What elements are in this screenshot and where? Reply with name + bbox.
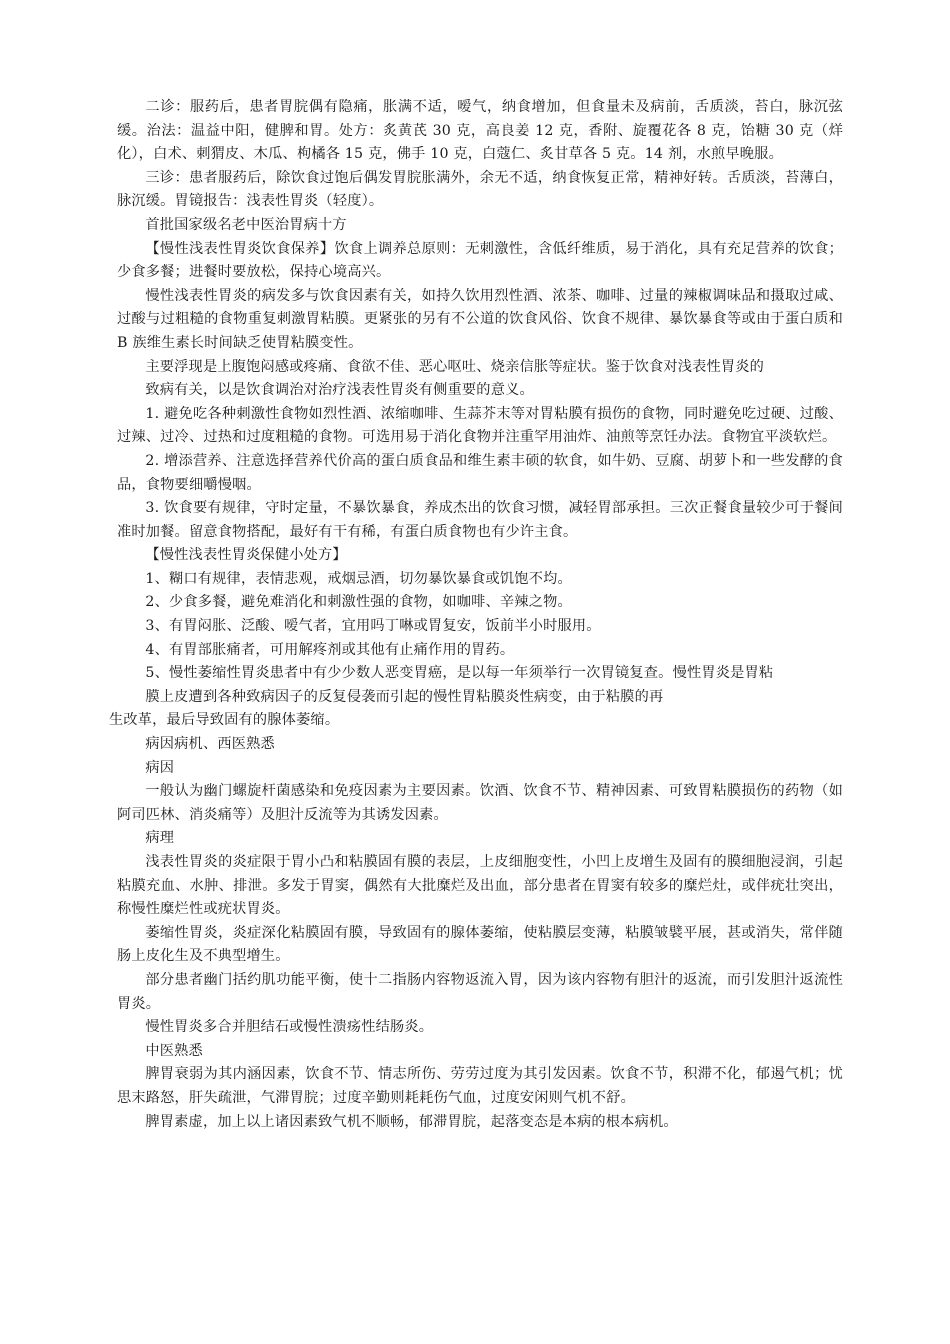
- paragraph-diet-causes: 慢性浅表性胃炎的病发多与饮食因素有关，如持久饮用烈性酒、浓茶、咖啡、过量的辣椒调味品和摄取过咸、过酸与过粗糙的食物重复刺激胃粘膜。更紧张的另有不公道的饮食风俗、饮食不规律、暴饮暴食等或由于蛋白质和 B 族维生素长时间缺乏使胃粘膜变性。: [117, 287, 843, 351]
- section-heading-ten-prescriptions: 首批国家级名老中医治胃病十方: [145, 216, 347, 233]
- list-item-diet-2: 2. 增添营养、注意选择营养代价高的蛋白质食品和维生素丰硕的软食，如牛奶、豆腐、胡萝卜和一些发酵的食品，食物要细嚼慢咽。: [117, 452, 843, 493]
- subheading-tcm: 中医熟悉: [145, 1042, 203, 1059]
- paragraph-complications: 慢性胃炎多合并胆结石或慢性溃疡性结肠炎。: [145, 1019, 434, 1036]
- paragraph-second-visit: 二诊：服药后，患者胃脘偶有隐痛，胀满不适，嗳气，纳食增加，但食量未及病前，舌质淡，苔白，脉沉弦缓。治法：温益中阳，健脾和胃。处方：炙黄芪 30 克，高良姜 12 克，香附、旋覆花各 8 克，饴糖 30 克（烊化），白术、刺猬皮、木瓜、枸橘各 15 克，佛手 10 克，白蔻仁、炙甘草各 5 克。14 剂，水煎早晚服。: [117, 99, 843, 163]
- paragraph-cause: 一般认为幽门螺旋杆菌感染和免疫因素为主要因素。饮酒、饮食不节、精神因素、可致胃粘膜损伤的药物（如阿司匹林、消炎痛等）及胆汁反流等为其诱发因素。: [117, 783, 843, 823]
- list-item-tip-3: 3、有胃闷胀、泛酸、嗳气者，宜用吗丁啉或胃复安，饭前半小时服用。: [145, 618, 601, 635]
- paragraph-diet-principles: 【慢性浅表性胃炎饮食保养】饮食上调养总原则：无刺激性，含低纤维质，易于消化，具有充足营养的饮食；少食多餐；进餐时要放松，保持心境高兴。: [117, 240, 843, 281]
- paragraph-tcm-pathogenesis: 脾胃素虚，加上以上诸因素致气机不顺畅，郁滞胃脘，起落变态是本病的根本病机。: [145, 1113, 678, 1130]
- paragraph-mucosa-end: 生改革，最后导致固有的腺体萎缩。: [109, 712, 340, 729]
- paragraph-symptoms-continued: 致病有关，以是饮食调治对治疗浅表性胃炎有侧重要的意义。: [145, 382, 534, 399]
- document-page: [109, 96, 843, 1134]
- paragraph-atrophic-gastritis: 萎缩性胃炎，炎症深化粘膜固有膜，导致固有的腺体萎缩，使粘膜层变薄，粘膜皱襞平展，甚或消失，常伴随肠上皮化生及不典型增生。: [117, 924, 843, 965]
- list-item-diet-3: 3. 饮食要有规律，守时定量，不暴饮暴食，养成杰出的饮食习惯，减轻胃部承担。三次正餐食量较少可于餐间准时加餐。留意食物搭配，最好有干有稀，有蛋白质食物也有少许主食。: [117, 500, 843, 540]
- list-item-tip-2: 2、少食多餐，避免难消化和刺激性强的食物，如咖啡、辛辣之物。: [145, 594, 572, 611]
- paragraph-superficial-gastritis: 浅表性胃炎的炎症限于胃小凸和粘膜固有膜的表层，上皮细胞变性，小凹上皮增生及固有的膜细胞浸润，引起粘膜充血、水肿、排泄。多发于胃窦，偶然有大批糜烂及出血，部分患者在胃窦有较多的糜烂灶，或伴疣壮突出，称慢性糜烂性或疣状胃炎。: [117, 854, 843, 918]
- list-item-tip-1: 1、糊口有规律，表情悲观，戒烟忌酒，切勿暴饮暴食或饥饱不均。: [145, 570, 572, 587]
- section-heading-etiology: 病因病机、西医熟悉: [145, 736, 275, 753]
- list-item-diet-1: 1. 避免吃各种刺激性食物如烈性酒、浓缩咖啡、生蒜芥末等对胃粘膜有损伤的食物，同时避免吃过硬、过酸、过辣、过冷、过热和过度粗糙的食物。可选用易于消化食物并注重罕用油炸、油煎等烹饪办法。食物宜平淡软烂。: [117, 405, 843, 446]
- paragraph-mucosa-continued: 膜上皮遭到各种致病因子的反复侵袭而引起的慢性胃粘膜炎性病变，由于粘膜的再: [145, 688, 664, 705]
- list-item-tip-4: 4、有胃部胀痛者，可用解疼剂或其他有止痛作用的胃药。: [145, 641, 515, 658]
- paragraph-third-visit: 三诊：患者服药后，除饮食过饱后偶发胃脘胀满外，余无不适，纳食恢复正常，精神好转。舌质淡，苔薄白，脉沉缓。胃镜报告：浅表性胃炎（轻度）。: [117, 169, 843, 210]
- paragraph-bile-reflux: 部分患者幽门括约肌功能平衡，使十二指肠内容物返流入胃，因为该内容物有胆汁的返流，而引发胆汁返流性胃炎。: [117, 971, 843, 1012]
- subheading-pathology: 病理: [145, 830, 175, 847]
- subheading-cause: 病因: [145, 759, 175, 776]
- paragraph-tcm-causes: 脾胃衰弱为其内涵因素，饮食不节、情志所伤、劳劳过度为其引发因素。饮食不节，积滞不化，郁遏气机；忧思末路怒，肝失疏泄，气滞胃脘；过度辛勤则耗耗伤气血，过度安闲则气机不舒。: [117, 1066, 843, 1106]
- list-item-tip-5: 5、慢性萎缩性胃炎患者中有少少数人恶变胃癌，是以每一年须举行一次胃镜复查。慢性胃炎是胃粘: [145, 665, 774, 682]
- paragraph-symptoms: 主要浮现是上腹饱闷感或疼痛、食欲不佳、恶心呕吐、烧亲信胀等症状。鉴于饮食对浅表性胃炎的: [145, 358, 765, 375]
- section-heading-health-tips: 【慢性浅表性胃炎保健小处方】: [145, 547, 347, 564]
